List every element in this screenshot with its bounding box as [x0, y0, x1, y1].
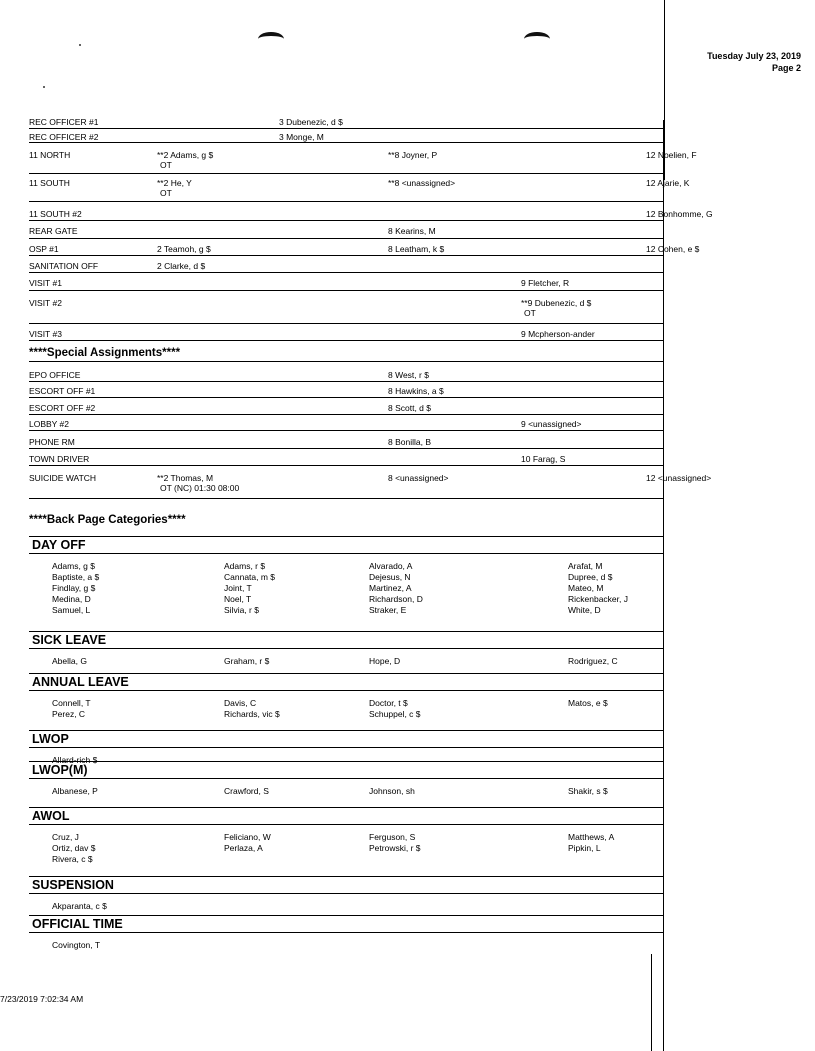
- officer-entry: 3 Monge, M: [279, 132, 324, 142]
- staff-name: Hope, D: [369, 656, 401, 666]
- officer-entry: 8 <unassigned>: [388, 473, 449, 483]
- staff-name: Rickenbacker, J: [568, 594, 628, 604]
- staff-name: Mateo, M: [568, 583, 604, 593]
- category-rule: [29, 777, 663, 779]
- assignment-row: [29, 224, 663, 239]
- staff-name: Doctor, t $: [369, 698, 408, 708]
- staff-name: Covington, T: [52, 940, 101, 950]
- assignment-row: [29, 115, 663, 129]
- staff-name: Perez, C: [52, 709, 86, 719]
- staff-name: Dupree, d $: [568, 572, 613, 582]
- assignment-row: [29, 130, 663, 143]
- officer-entry: 9 Fletcher, R: [521, 278, 570, 288]
- officer-entry: 8 West, r $: [388, 370, 429, 380]
- post-label: TOWN DRIVER: [29, 454, 90, 464]
- staff-name: Richards, vic $: [224, 709, 280, 719]
- officer-entry: 12 Noelien, F: [646, 150, 697, 160]
- category-rule: [29, 647, 663, 649]
- officer-entry: **2 Adams, g $: [157, 150, 214, 160]
- post-label: VISIT #3: [29, 329, 62, 339]
- staff-name: Adams, r $: [224, 561, 266, 571]
- page-number: Page 2: [771, 63, 801, 73]
- assignment-row: [29, 471, 712, 499]
- print-timestamp: 7/23/2019 7:02:34 AM: [0, 994, 84, 1004]
- report-date: Tuesday July 23, 2019: [707, 51, 801, 61]
- officer-entry: **2 Thomas, M: [157, 473, 214, 483]
- staff-name: White, D: [568, 605, 601, 615]
- staff-name: Martinez, A: [369, 583, 412, 593]
- staff-name: Cruz, J: [52, 832, 79, 842]
- staff-name: Connell, T: [52, 698, 91, 708]
- staff-name: Abella, G: [52, 656, 87, 666]
- category-rule: [29, 672, 663, 674]
- staff-name: Rivera, c $: [52, 854, 93, 864]
- officer-entry: 8 Bonilla, B: [388, 437, 431, 447]
- officer-entry: 8 Kearins, M: [388, 226, 436, 236]
- punch-hole-right: [524, 32, 550, 46]
- officer-entry: 8 Scott, d $: [388, 403, 431, 413]
- officer-entry-note: OT: [524, 308, 536, 318]
- staff-name: Feliciano, W: [224, 832, 271, 842]
- staff-name: Petrowski, r $: [369, 843, 421, 853]
- staff-name: Akparanta, c $: [52, 901, 107, 911]
- officer-entry: **2 He, Y: [157, 178, 192, 188]
- officer-entry: 2 Teamoh, g $: [157, 244, 211, 254]
- post-label: SANITATION OFF: [29, 261, 99, 271]
- staff-name: Davis, C: [224, 698, 257, 708]
- officer-entry-note: OT: [160, 188, 172, 198]
- staff-name: Matthews, A: [568, 832, 615, 842]
- category-rule: [29, 760, 663, 762]
- assignment-row: [29, 368, 663, 382]
- assignment-row: [29, 327, 663, 341]
- special-assignments-heading: ****Special Assignments****: [29, 347, 181, 359]
- category-rule: [29, 931, 663, 933]
- category-title: DAY OFF: [32, 538, 86, 552]
- officer-entry: 12 <unassigned>: [646, 473, 712, 483]
- category-rule: [29, 630, 663, 632]
- category-rule: [29, 746, 663, 748]
- category-rule: [29, 914, 663, 916]
- staff-name: Perlaza, A: [224, 843, 263, 853]
- punch-hole-left: [258, 32, 284, 46]
- staff-name: Allard-rich $: [52, 755, 98, 765]
- back-page-heading: ****Back Page Categories****: [29, 514, 186, 526]
- assignment-row: [29, 417, 663, 431]
- post-label: 11 NORTH: [29, 150, 71, 160]
- category-rule: [29, 823, 663, 825]
- category-rule: [29, 535, 663, 537]
- assignment-row: [29, 276, 663, 291]
- officer-entry: 12 Bonhomme, G: [646, 209, 713, 219]
- staff-name: Ferguson, S: [369, 832, 416, 842]
- assignment-row: [29, 207, 713, 221]
- staff-name: Straker, E: [369, 605, 407, 615]
- officer-entry: 3 Dubenezic, d $: [279, 117, 343, 127]
- staff-name: Baptiste, a $: [52, 572, 100, 582]
- category-rule: [29, 552, 663, 554]
- category-rule: [29, 729, 663, 731]
- staff-name: Silvia, r $: [224, 605, 259, 615]
- category-rule: [29, 806, 663, 808]
- assignment-row: [29, 452, 663, 466]
- officer-entry: 2 Clarke, d $: [157, 261, 206, 271]
- officer-entry: **8 Joyner, P: [388, 150, 438, 160]
- officer-entry: 9 <unassigned>: [521, 419, 582, 429]
- assignment-row: [29, 384, 663, 398]
- staff-name: Matos, e $: [568, 698, 608, 708]
- officer-entry-note: OT (NC) 01:30 08:00: [160, 483, 240, 493]
- post-label: 11 SOUTH: [29, 178, 70, 188]
- post-label: REC OFFICER #2: [29, 132, 99, 142]
- staff-name: Pipkin, L: [568, 843, 601, 853]
- officer-entry: 9 Mcpherson-ander: [521, 329, 595, 339]
- post-label: SUICIDE WATCH: [29, 473, 97, 483]
- staff-name: Findlay, g $: [52, 583, 96, 593]
- staff-name: Adams, g $: [52, 561, 95, 571]
- staff-name: Crawford, S: [224, 786, 269, 796]
- post-label: VISIT #1: [29, 278, 62, 288]
- margin-rule: [651, 954, 652, 1051]
- category-title: SUSPENSION: [32, 878, 114, 892]
- assignment-row: [29, 148, 697, 174]
- post-label: EPO OFFICE: [29, 370, 81, 380]
- assignment-row: [29, 435, 663, 449]
- staff-name: Graham, r $: [224, 656, 270, 666]
- staff-name: Cannata, m $: [224, 572, 276, 582]
- category-title: OFFICIAL TIME: [32, 917, 123, 931]
- staff-name: Albanese, P: [52, 786, 98, 796]
- category-rule: [29, 875, 663, 877]
- post-label: REAR GATE: [29, 226, 78, 236]
- post-label: OSP #1: [29, 244, 59, 254]
- staff-name: Dejesus, N: [369, 572, 411, 582]
- scan-speck: [43, 86, 45, 88]
- post-label: ESCORT OFF #1: [29, 386, 96, 396]
- staff-name: Schuppel, c $: [369, 709, 421, 719]
- post-label: ESCORT OFF #2: [29, 403, 96, 413]
- officer-entry: 10 Farag, S: [521, 454, 566, 464]
- staff-name: Noel, T: [224, 594, 252, 604]
- assignment-row: [29, 401, 663, 415]
- officer-entry: **9 Dubenezic, d $: [521, 298, 592, 308]
- category-title: ANNUAL LEAVE: [32, 675, 129, 689]
- staff-name: Samuel, L: [52, 605, 91, 615]
- officer-entry: 8 Leatham, k $: [388, 244, 445, 254]
- assignment-row: [29, 296, 663, 324]
- post-label: LOBBY #2: [29, 419, 70, 429]
- assignment-row: [29, 259, 663, 273]
- staff-name: Ortiz, dav $: [52, 843, 96, 853]
- category-title: LWOP: [32, 732, 69, 746]
- category-title: AWOL: [32, 809, 70, 823]
- staff-name: Shakir, s $: [568, 786, 608, 796]
- section-rule: [29, 360, 663, 362]
- officer-entry: 12 Ajarie, K: [646, 178, 690, 188]
- category-title: SICK LEAVE: [32, 633, 107, 647]
- assignment-row: [29, 242, 700, 256]
- officer-entry: 12 Cohen, e $: [646, 244, 700, 254]
- assignment-row: [29, 176, 690, 202]
- officer-entry: 8 Hawkins, a $: [388, 386, 444, 396]
- officer-entry-note: OT: [160, 160, 172, 170]
- post-label: VISIT #2: [29, 298, 62, 308]
- post-label: PHONE RM: [29, 437, 75, 447]
- officer-entry: **8 <unassigned>: [388, 178, 456, 188]
- staff-name: Alvarado, A: [369, 561, 413, 571]
- staff-name: Medina, D: [52, 594, 91, 604]
- staff-name: Richardson, D: [369, 594, 423, 604]
- post-label: 11 SOUTH #2: [29, 209, 82, 219]
- margin-rule: [663, 120, 664, 1051]
- staff-name: Arafat, M: [568, 561, 603, 571]
- staff-name: Rodriguez, C: [568, 656, 618, 666]
- category-title: LWOP(M): [32, 763, 88, 777]
- scan-speck: [79, 44, 81, 46]
- staff-name: Johnson, sh: [369, 786, 415, 796]
- category-rule: [29, 689, 663, 691]
- staff-name: Joint, T: [224, 583, 252, 593]
- post-label: REC OFFICER #1: [29, 117, 99, 127]
- category-rule: [29, 892, 663, 894]
